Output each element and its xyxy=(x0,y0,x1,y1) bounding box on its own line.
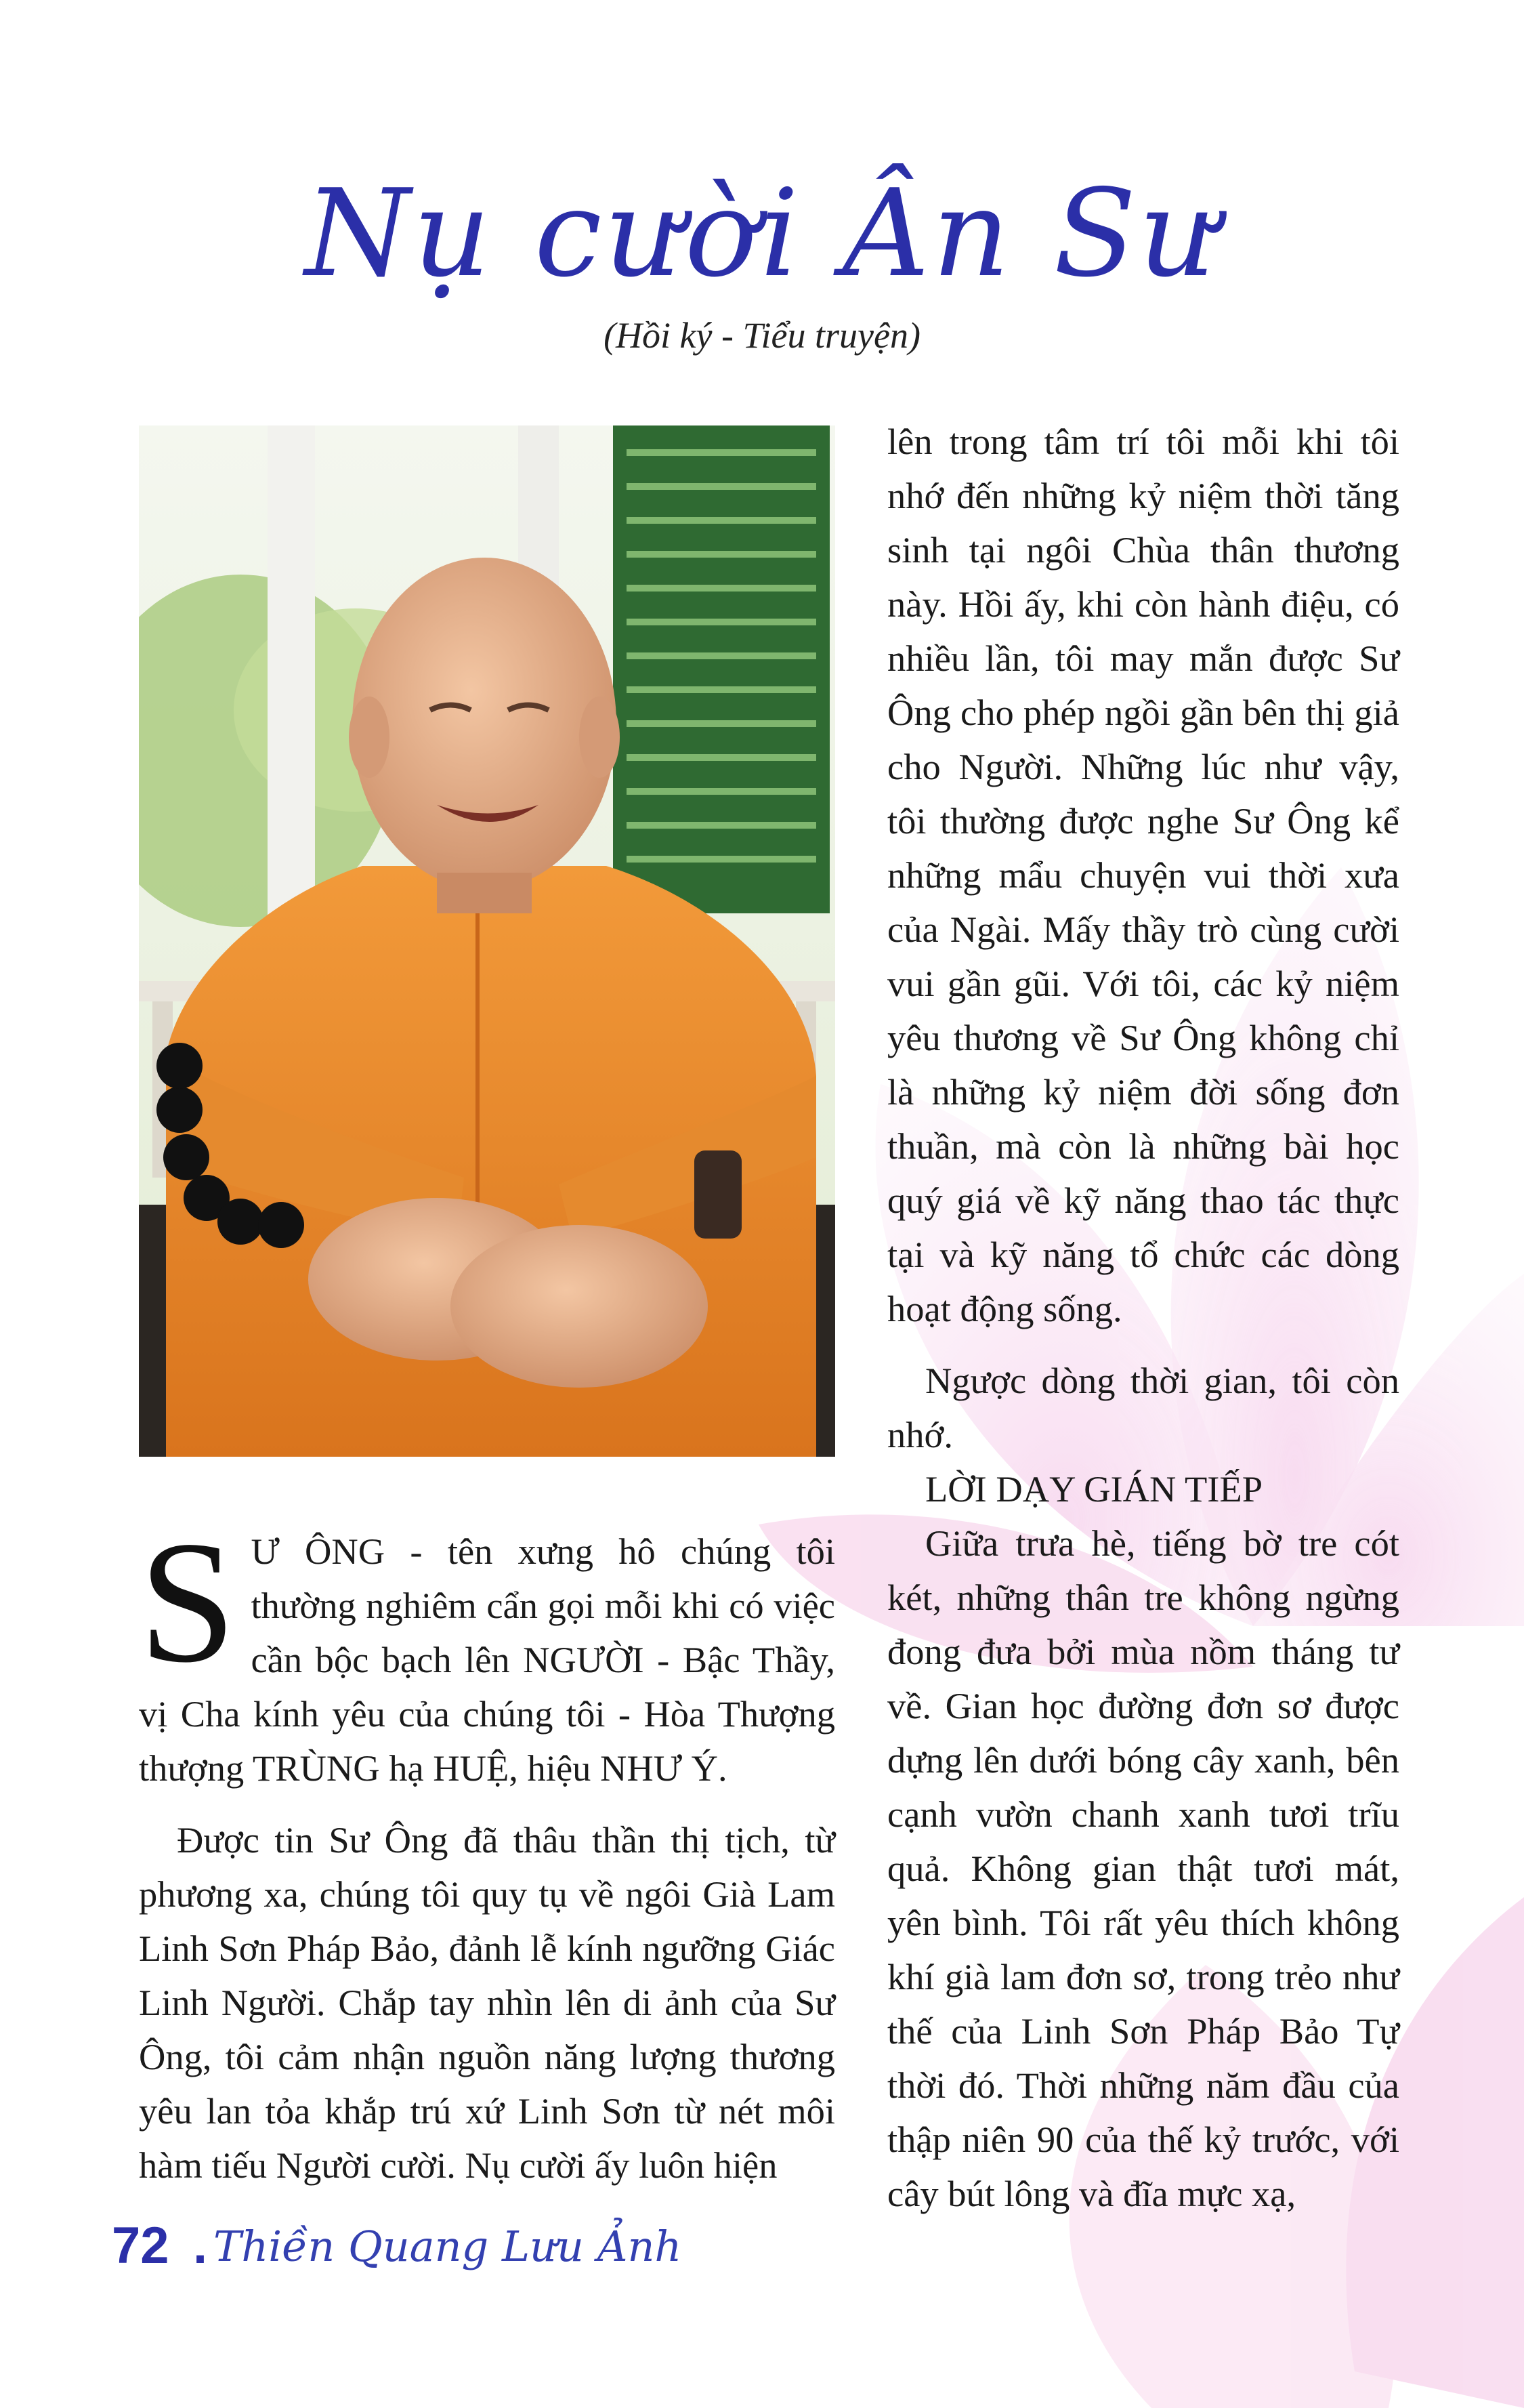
footer-separator: . xyxy=(193,2217,208,2275)
right-column-paragraph-3: Giữa trưa hè, tiếng bờ tre cót két, những thân tre không ngừng đong đưa bởi mùa nồm tháng tư về. Gian học đường đơn sơ được dựng lên dưới bóng cây xanh, bên cạnh vườn chanh xanh tươi trĩu quả. Không gian thật tươi mát, yên bình. Tôi rất yêu thích không khí già lam đơn sơ, trong trẻo như thế của Linh Sơn Pháp Bảo Tự thời đó. Thời những năm đầu của thập niên 90 của thế kỷ trước, với cây bút lông và đĩa mực xạ, xyxy=(887,1522,1399,2214)
intro-lead-text: Ư ÔNG - tên xưng hô chúng tôi thường nghiêm cẩn gọi mỗi khi có việc cần bộc bạch lên NGƯỜI - Bậc Thầy, vị Cha kính yêu của chúng tôi - Hòa Thượng thượng TRÙNG hạ HUỆ, hiệu NHƯ Ý. xyxy=(139,1531,835,1789)
left-column-paragraph-2: Được tin Sư Ông đã thâu thần thị tịch, từ phương xa, chúng tôi quy tụ về ngôi Già Lam Linh Sơn Pháp Bảo, đảnh lễ kính ngưỡng Giác Linh Người. Chắp tay nhìn lên di ảnh của Sư Ông, tôi cảm nhận nguồn năng lượng thương yêu lan tỏa khắp trú xứ Linh Sơn từ nét môi hàm tiếu Người cười. Nụ cười ấy luôn hiện xyxy=(139,1819,835,2186)
right-column-paragraph-2: Ngược dòng thời gian, tôi còn nhớ. xyxy=(887,1360,1399,1455)
portrait-photo xyxy=(139,425,835,1457)
article-subtitle: (Hồi ký - Tiểu truyện) xyxy=(604,315,920,356)
section-heading: LỜI DẠY GIÁN TIẾP xyxy=(925,1468,1263,1510)
drop-cap: S xyxy=(139,1505,236,1699)
page-number: 72 xyxy=(112,2217,169,2275)
left-text-column xyxy=(139,1505,835,2193)
right-text-column xyxy=(887,415,1399,2221)
magazine-name: Thiền Quang Lưu Ảnh xyxy=(213,2222,682,2271)
article-title: Nụ cười Ân Sư xyxy=(304,163,1220,304)
intro-paragraph xyxy=(139,1505,835,1795)
page-footer xyxy=(112,2209,721,2283)
right-column-paragraph-1: lên trong tâm trí tôi mỗi khi tôi nhớ đến những kỷ niệm thời tăng sinh tại ngôi Chùa thân thương này. Hồi ấy, khi còn hành điệu, có nhiều lần, tôi may mắn được Sư Ông cho phép ngồi gần bên thị giả cho Người. Những lúc như vậy, tôi thường được nghe Sư Ông kể những mẩu chuyện vui thời xưa của Ngài. Mấy thầy trò cùng cười vui gần gũi. Với tôi, các kỷ niệm yêu thương về Sư Ông không chỉ là những kỷ niệm đời sống đơn thuần, mà còn là những bài học quý giá về kỹ năng thao tác thực tại và kỹ năng tổ chức các dòng hoạt động sống. xyxy=(887,421,1399,1329)
